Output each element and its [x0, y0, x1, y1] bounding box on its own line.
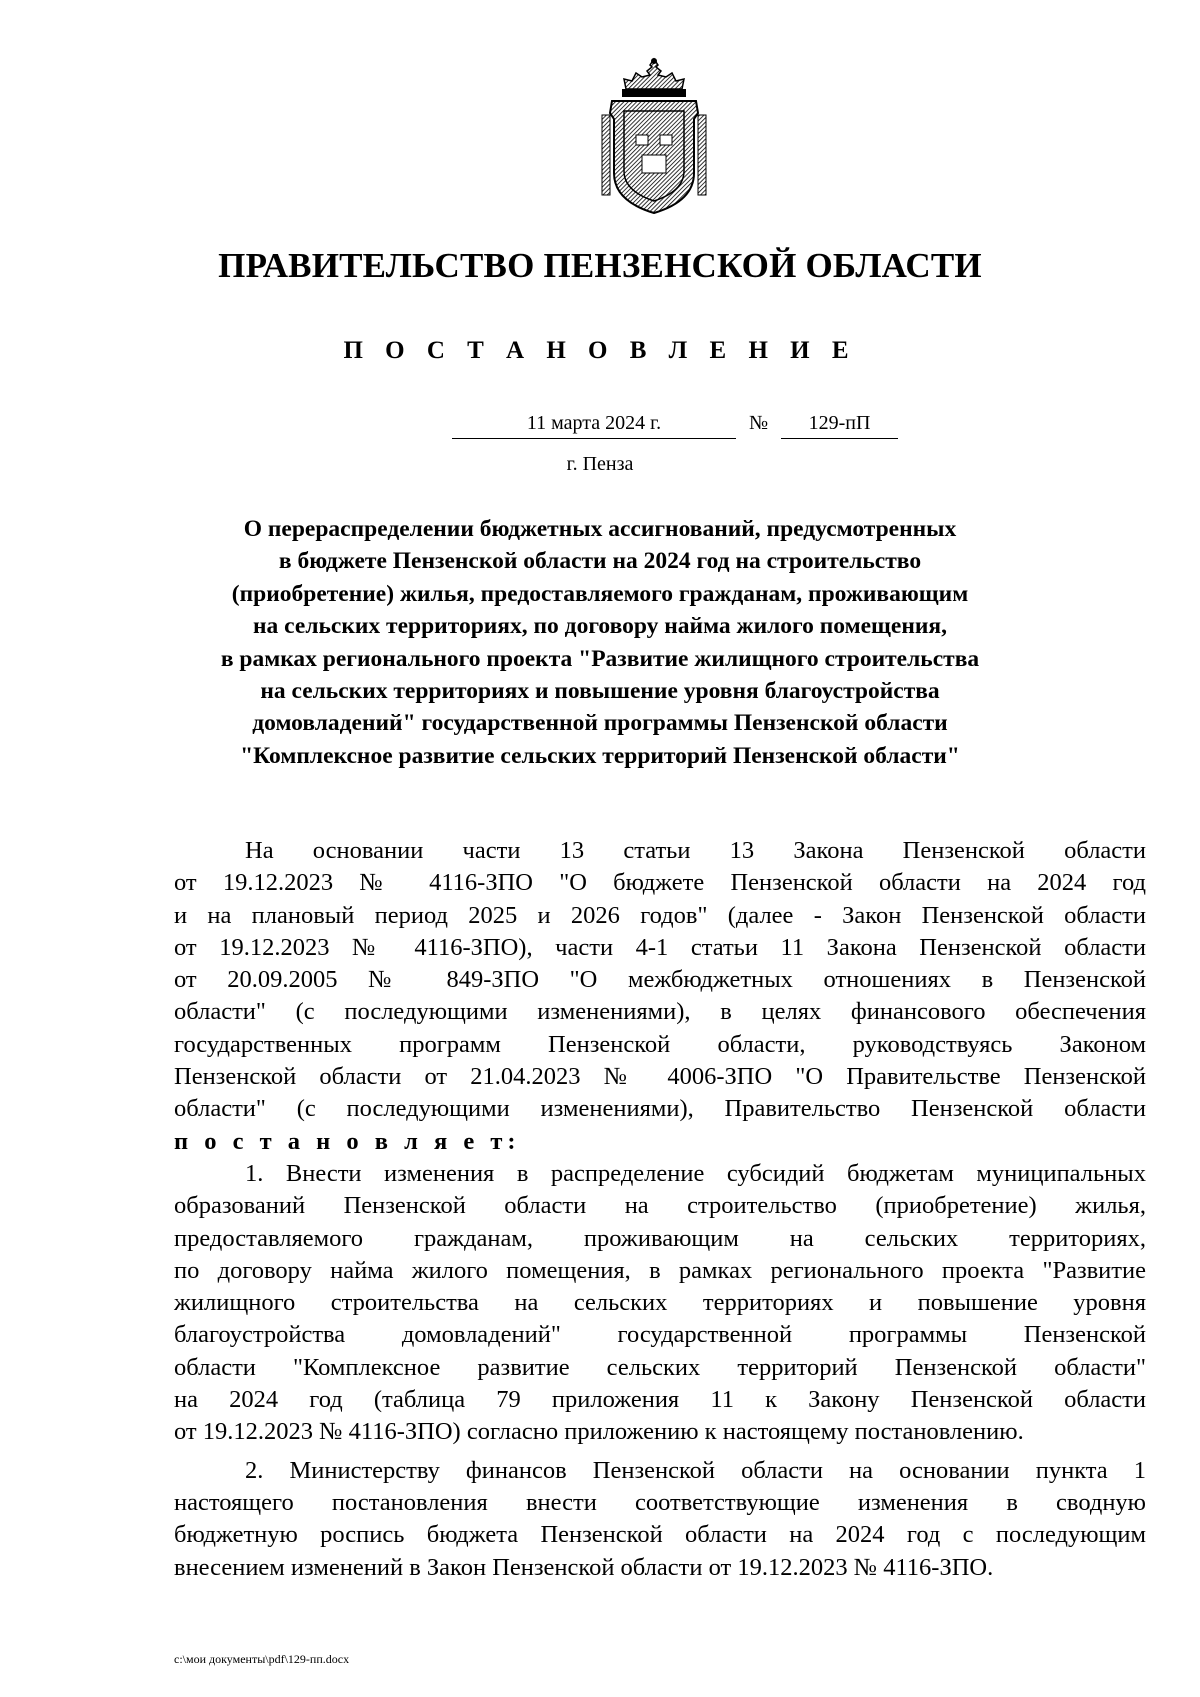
body-line: от 20.09.2005 № 849-ЗПО "О межбюджетных отношениях в Пензенской — [174, 966, 1146, 994]
body-line: 1. Внести изменения в распределение субсидий бюджетам муниципальных — [245, 1159, 1146, 1187]
body-line: от 19.12.2023 № 4116-ЗПО "О бюджете Пензенской области на 2024 год — [174, 869, 1146, 897]
item-1-paragraph — [174, 1158, 1146, 1449]
body-line: предоставляемого гражданам, проживающим на сельских территориях, — [174, 1224, 1146, 1252]
body-line: образований Пензенской области на строительство (приобретение) жилья, — [174, 1192, 1146, 1220]
document-date: 11 марта 2024 г. — [452, 410, 736, 439]
document-number: 129-пП — [781, 410, 898, 439]
subject-line: на сельских территориях и повышение уровня благоустройства — [260, 678, 940, 705]
subject-line: домовладений" государственной программы Пензенской области — [252, 710, 948, 737]
body-line: бюджетную роспись бюджета Пензенской области на 2024 год с последующим — [174, 1521, 1146, 1549]
body-line: благоустройства домовладений" государственной программы Пензенской — [174, 1321, 1146, 1349]
number-sign: № — [749, 412, 769, 434]
city: г. Пенза — [566, 453, 634, 475]
item-2-paragraph — [174, 1455, 1146, 1584]
preamble-paragraph — [174, 835, 1146, 1158]
body-line: области" (с последующими изменениями), Правительство Пензенской области — [174, 1095, 1146, 1123]
subject-line: на сельских территориях, по договору найма жилого помещения, — [253, 613, 947, 640]
body-line: государственных программ Пензенской области, руководствуясь Законом — [174, 1030, 1146, 1058]
document-subject — [100, 513, 1100, 772]
body-line: от 19.12.2023 № 4116-ЗПО), части 4-1 статьи 11 Закона Пензенской области — [174, 933, 1146, 961]
subject-line: в рамках регионального проекта "Развитие жилищного строительства — [220, 645, 980, 672]
organization-title: ПРАВИТЕЛЬСТВО ПЕНЗЕНСКОЙ ОБЛАСТИ — [218, 246, 982, 285]
resolves-word: п о с т а н о в л я е т: — [174, 1127, 521, 1155]
footer-file-path: c:\мои документы\pdf\129-пп.docx — [174, 1652, 350, 1666]
body-line: 2. Министерству финансов Пензенской области на основании пункта 1 — [245, 1456, 1146, 1484]
body-line: настоящего постановления внести соответствующие изменения в сводную — [174, 1488, 1146, 1516]
subject-line: О перераспределении бюджетных ассигнований, предусмотренных — [243, 516, 957, 542]
body-line: от 19.12.2023 № 4116-ЗПО) согласно приложению к настоящему постановлению. — [174, 1418, 1024, 1446]
body-line: и на плановый период 2025 и 2026 годов" (далее - Закон Пензенской области — [174, 901, 1146, 929]
subject-line: (приобретение) жилья, предоставляемого гражданам, проживающим — [231, 580, 969, 607]
document-body — [174, 835, 1146, 1584]
document-type: П О С Т А Н О В Л Е Н И Е — [343, 337, 857, 364]
subject-line: в бюджете Пензенской области на 2024 год на строительство — [278, 548, 922, 575]
body-line: внесением изменений в Закон Пензенской области от 19.12.2023 № 4116-ЗПО. — [174, 1553, 994, 1581]
body-line: по договору найма жилого помещения, в рамках регионального проекта "Развитие — [174, 1256, 1146, 1284]
body-line: Пензенской области от 21.04.2023 № 4006-ЗПО "О Правительстве Пензенской — [174, 1063, 1146, 1091]
body-line: области "Комплексное развитие сельских территорий Пензенской области" — [174, 1353, 1146, 1381]
body-line: На основании части 13 статьи 13 Закона Пензенской области — [245, 837, 1146, 864]
body-line: на 2024 год (таблица 79 приложения 11 к Закону Пензенской области — [174, 1386, 1146, 1414]
subject-line: "Комплексное развитие сельских территорий Пензенской области" — [240, 742, 960, 769]
body-line: области" (с последующими изменениями), в целях финансового обеспечения — [174, 998, 1146, 1026]
penza-region-coat-of-arms-icon — [598, 55, 710, 217]
body-line: жилищного строительства на сельских территориях и повышение уровня — [174, 1289, 1146, 1317]
